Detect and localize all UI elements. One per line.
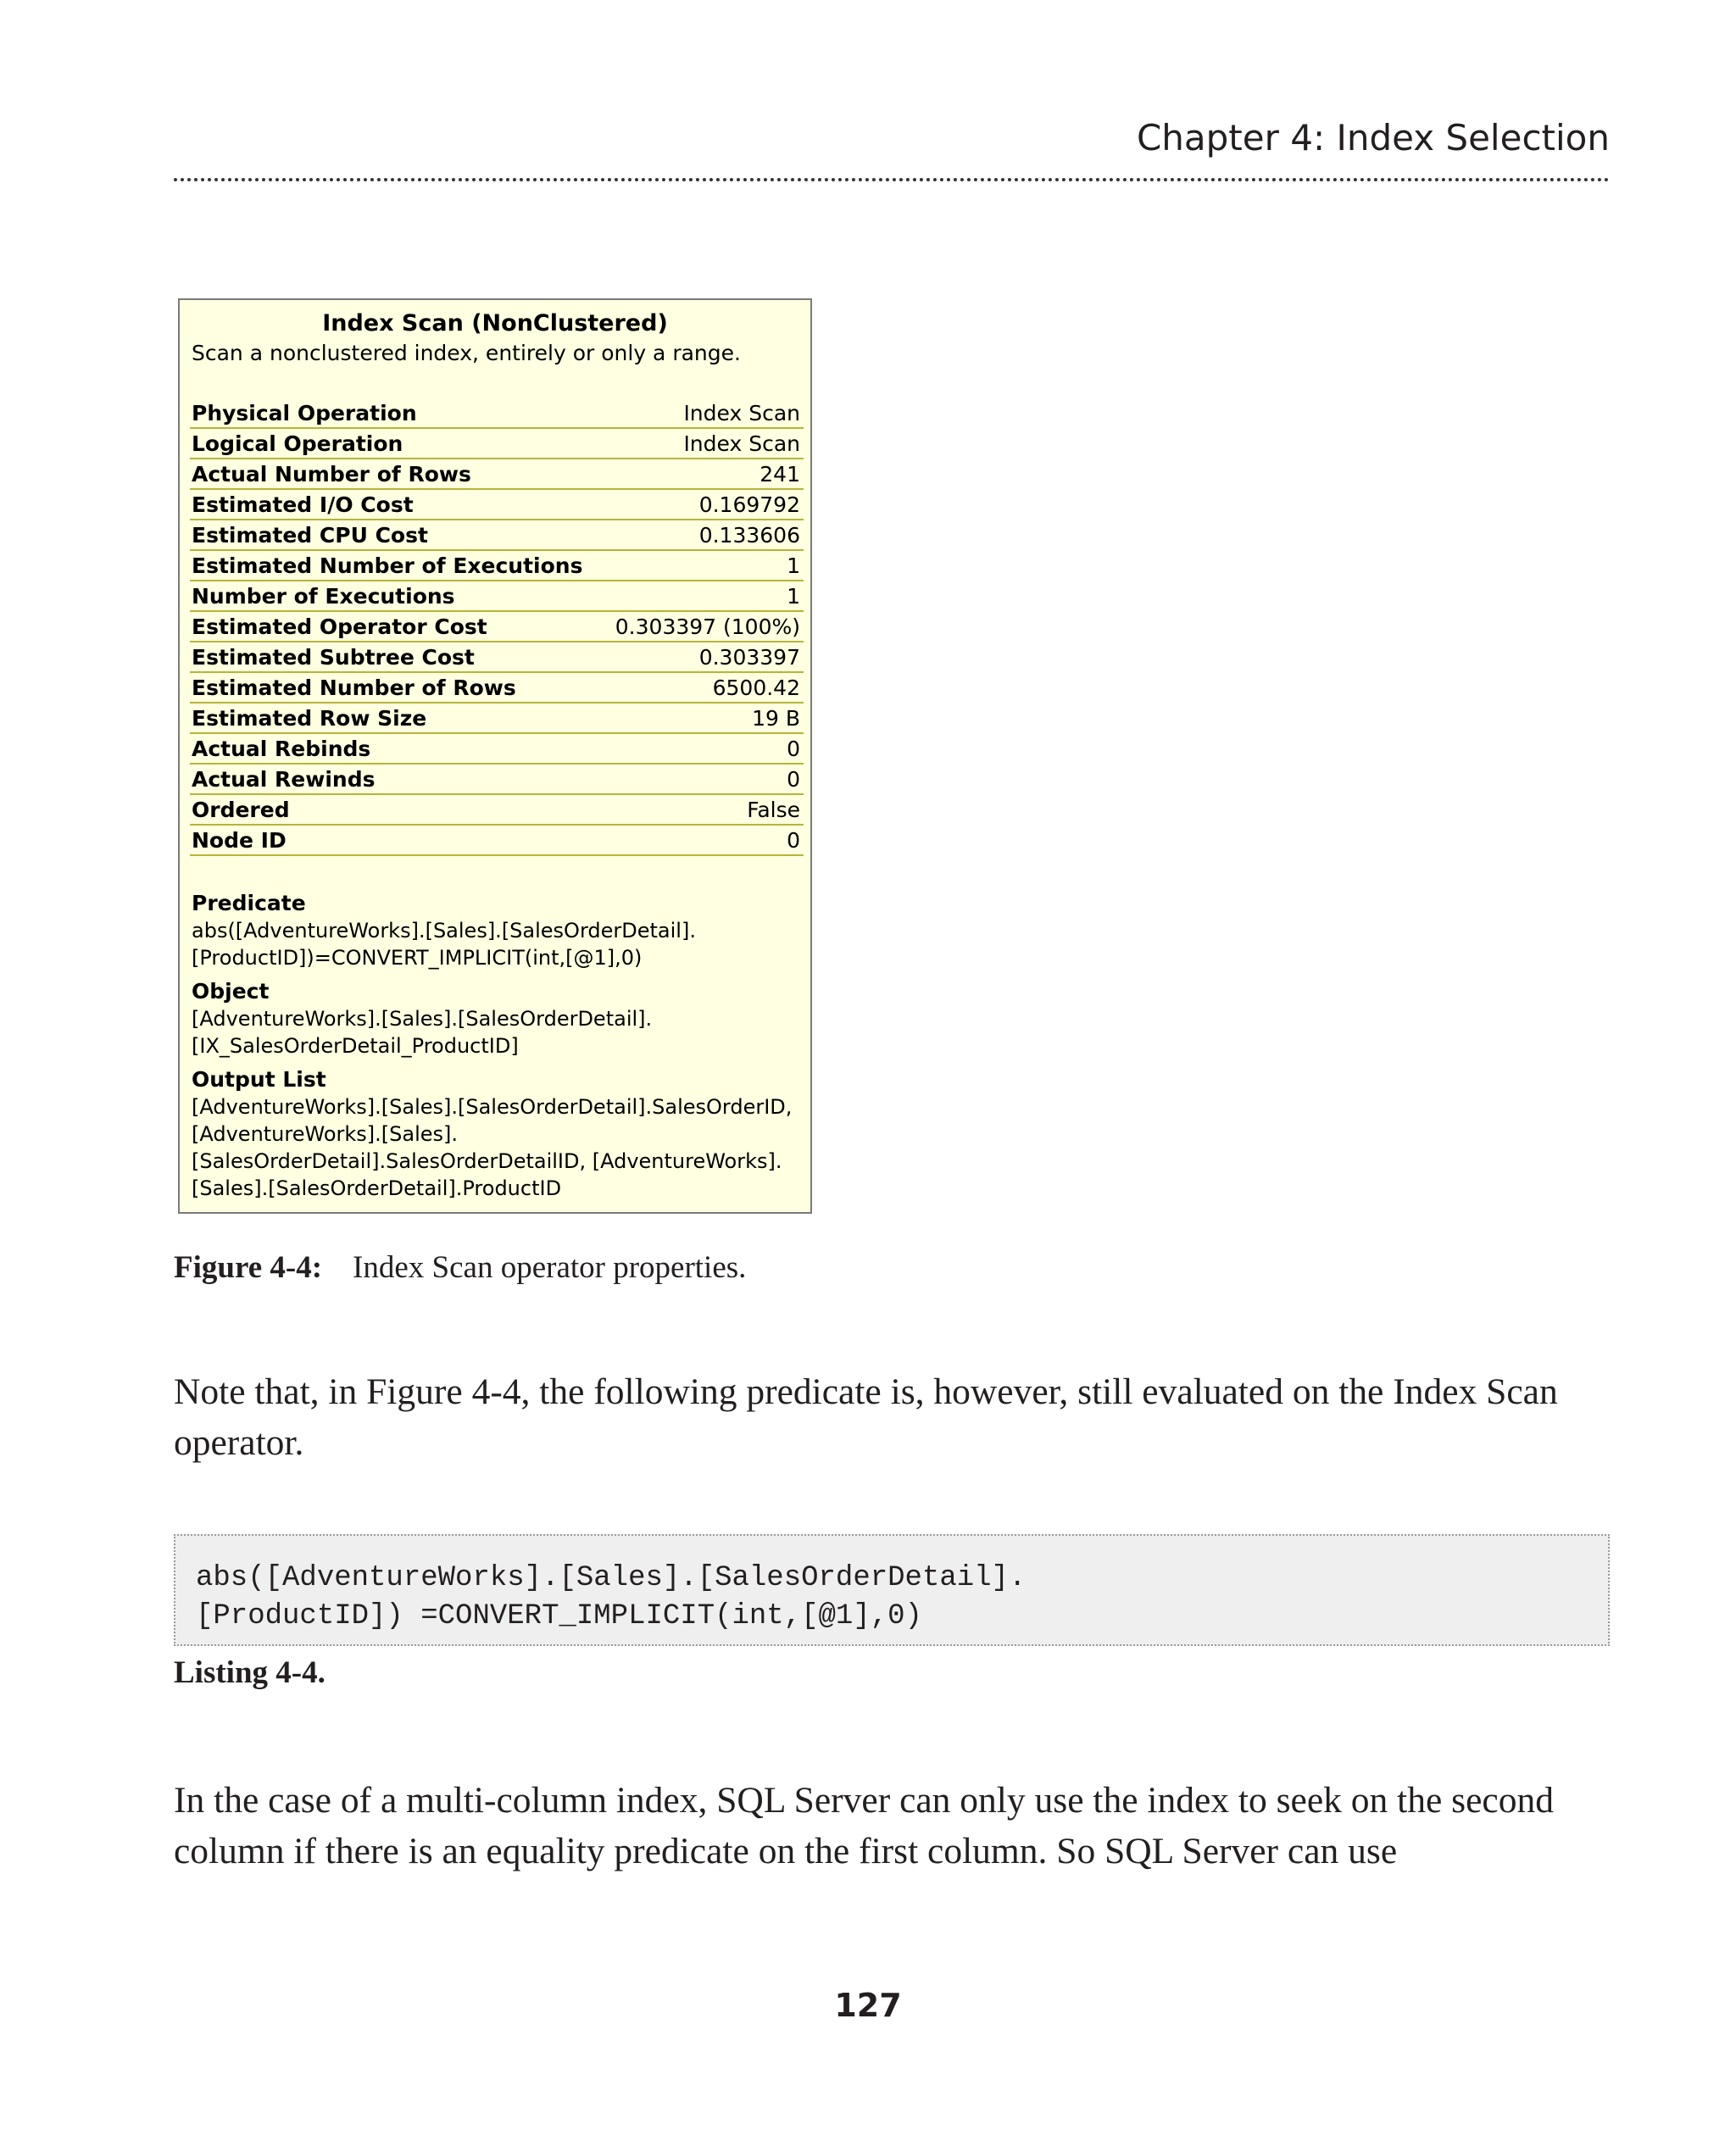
property-label: Actual Rewinds: [192, 767, 376, 792]
property-label: Ordered: [192, 798, 290, 822]
tooltip-title: Index Scan (NonClustered): [322, 310, 668, 336]
property-value: 1: [787, 584, 800, 609]
property-value: 0: [787, 737, 800, 761]
property-row: [190, 703, 804, 734]
property-label: Number of Executions: [192, 584, 455, 609]
property-value: 6500.42: [712, 676, 800, 700]
property-value: 0.133606: [698, 523, 800, 548]
property-label: Logical Operation: [192, 431, 403, 456]
output-list-label: Output List: [192, 1067, 326, 1092]
figure-caption: [174, 1249, 746, 1286]
paragraph: In the case of a multi-column index, SQL Server can only use the index to seek on the second column if there is an equality predicate on the first column. So SQL Server can use: [174, 1780, 1554, 1871]
property-row: [190, 459, 804, 490]
property-row: [190, 490, 804, 520]
property-row: [190, 612, 804, 642]
figure-label: Figure 4-4:: [174, 1250, 323, 1285]
property-value: 0.303397: [698, 645, 800, 670]
property-label: Estimated Number of Executions: [192, 553, 583, 578]
property-label: Estimated Number of Rows: [192, 676, 516, 700]
property-value: 1: [787, 553, 800, 578]
property-row: [190, 520, 804, 551]
property-row: [190, 765, 804, 795]
property-row: [190, 826, 804, 856]
property-value: Index Scan: [683, 401, 800, 425]
property-value: Index Scan: [683, 431, 800, 456]
properties-table: [190, 398, 804, 856]
property-value: 0.169792: [698, 492, 800, 517]
property-value: 0: [787, 767, 800, 792]
property-label: Actual Number of Rows: [192, 462, 471, 487]
paragraph: Note that, in Figure 4-4, the following predicate is, however, still evaluated on the Index Scan operator.: [174, 1371, 1558, 1463]
property-row: [190, 429, 804, 459]
chapter-title: Chapter 4: Index Selection: [1136, 117, 1610, 158]
page-number: 127: [834, 1987, 902, 2024]
property-value: False: [747, 798, 800, 822]
property-row: [190, 734, 804, 765]
output-list-section: [192, 1066, 802, 1202]
listing-caption: Listing 4-4.: [174, 1655, 326, 1690]
predicate-section: [192, 890, 802, 971]
operator-properties-tooltip: [178, 298, 812, 1214]
code-listing: [174, 1534, 1610, 1646]
property-row: [190, 551, 804, 581]
property-row: [190, 398, 804, 429]
property-value: 241: [760, 462, 800, 487]
property-label: Estimated CPU Cost: [192, 523, 428, 548]
property-label: Estimated Operator Cost: [192, 614, 487, 639]
object-section: [192, 978, 802, 1059]
property-row: [190, 642, 804, 673]
predicate-label: Predicate: [192, 891, 306, 915]
predicate-value: abs([AdventureWorks].[Sales].[SalesOrderDetail]. [ProductID])=CONVERT_IMPLICIT(int,[@1],0): [192, 919, 696, 970]
property-label: Node ID: [192, 828, 287, 853]
property-label: Actual Rebinds: [192, 737, 371, 761]
output-list-value: [AdventureWorks].[Sales].[SalesOrderDetail].SalesOrderID, [AdventureWorks].[Sales]. [SalesOrderDetail].SalesOrderDetailID, [AdventureWorks]. [Sales].[SalesOrderDetail].ProductID: [192, 1095, 793, 1200]
figure-caption-text: Index Scan operator properties.: [353, 1250, 747, 1285]
property-row: [190, 673, 804, 703]
property-row: [190, 581, 804, 612]
property-value: 0: [787, 828, 800, 853]
property-label: Estimated Subtree Cost: [192, 645, 475, 670]
chapter-header: [174, 110, 1610, 181]
property-label: Physical Operation: [192, 401, 417, 425]
tooltip-subtitle: Scan a nonclustered index, entirely or only a range.: [192, 341, 741, 365]
property-row: [190, 795, 804, 826]
property-label: Estimated I/O Cost: [192, 492, 414, 517]
property-value: 19 B: [752, 706, 800, 731]
object-value: [AdventureWorks].[Sales].[SalesOrderDetail]. [IX_SalesOrderDetail_ProductID]: [192, 1007, 653, 1058]
property-label: Estimated Row Size: [192, 706, 427, 731]
property-value: 0.303397 (100%): [615, 614, 800, 639]
object-label: Object: [192, 979, 270, 1004]
code-text: abs([AdventureWorks].[Sales].[SalesOrderDetail]. [ProductID]) =CONVERT_IMPLICIT(int,[@1],0): [196, 1562, 1027, 1632]
